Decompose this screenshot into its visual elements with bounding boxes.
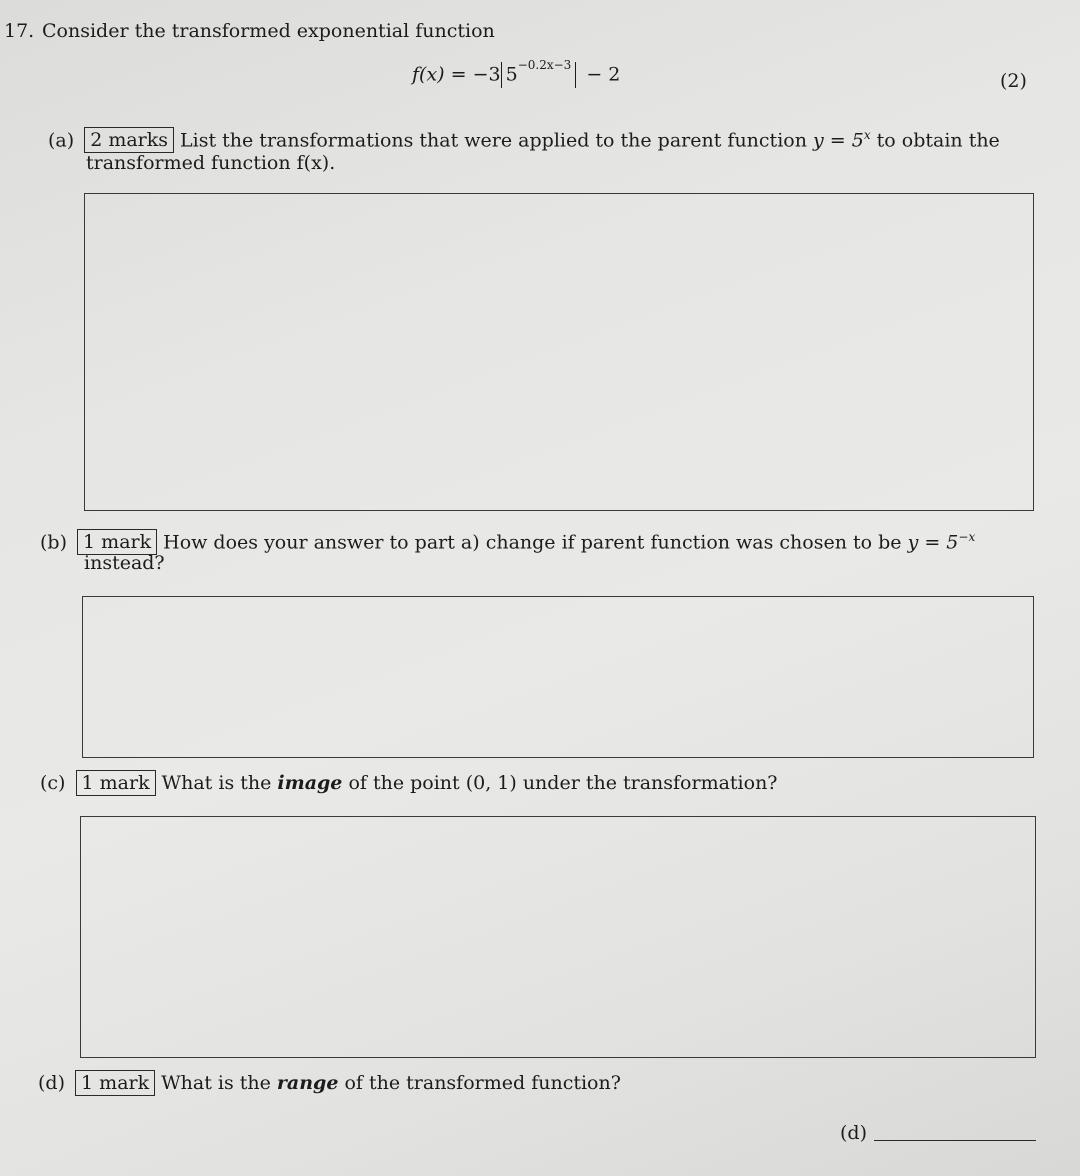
part-b-answer-box[interactable] (82, 596, 1034, 758)
part-a-marks: 2 marks (84, 127, 174, 153)
part-a-line1-end: to obtain the (876, 129, 1000, 152)
part-a-line1: List the transformations that were applied to the parent function (180, 129, 807, 152)
part-b-prompt (40, 524, 1040, 555)
equation-exponent: −0.2x−3 (517, 58, 572, 72)
question-number: 17. (4, 20, 35, 42)
part-a-parent-exp: x (863, 128, 871, 142)
part-c-pre: What is the (161, 772, 278, 794)
part-d-marks: 1 mark (75, 1070, 155, 1096)
part-b-parent-exp: −x (958, 530, 976, 544)
part-a-parent-fn: y = 5 (813, 129, 864, 152)
equation-coefficient: −3 (472, 63, 501, 86)
part-c-prompt (40, 770, 1040, 796)
part-c-answer-box[interactable] (80, 816, 1036, 1058)
part-d-post: of the transformed function? (338, 1072, 621, 1094)
equation-number: (2) (1000, 70, 1027, 92)
part-b-label: (b) (40, 531, 67, 554)
part-d-answer-label: (d) (840, 1122, 867, 1144)
equation-bracket (501, 58, 581, 88)
part-c-label: (c) (40, 772, 66, 794)
question-text: Consider the transformed exponential function (42, 20, 495, 42)
part-b-parent-fn: y = 5 (907, 531, 959, 554)
equation-base: 5 (505, 63, 518, 86)
part-b-line1: How does your answer to part a) change if parent function was chosen to be (163, 531, 902, 554)
part-c-emphasis: image (277, 772, 343, 794)
part-a-label: (a) (48, 129, 75, 152)
part-b-marks: 1 mark (77, 529, 157, 555)
function-equation (412, 58, 621, 88)
part-b-line2: instead? (84, 552, 165, 574)
equation-lhs: f(x) = (412, 63, 473, 86)
part-d-prompt (38, 1070, 1038, 1096)
equation-tail: − 2 (580, 63, 621, 86)
part-a-answer-box[interactable] (84, 193, 1034, 511)
part-d-label: (d) (38, 1072, 65, 1094)
part-a-prompt (48, 122, 1038, 153)
part-d-pre: What is the (161, 1072, 277, 1094)
part-a-line2: transformed function f(x). (86, 152, 336, 174)
part-c-post: of the point (0, 1) under the transformation? (342, 772, 778, 794)
part-d-answer-line[interactable] (874, 1140, 1036, 1141)
part-d-emphasis: range (276, 1072, 339, 1094)
part-c-marks: 1 mark (76, 770, 156, 796)
